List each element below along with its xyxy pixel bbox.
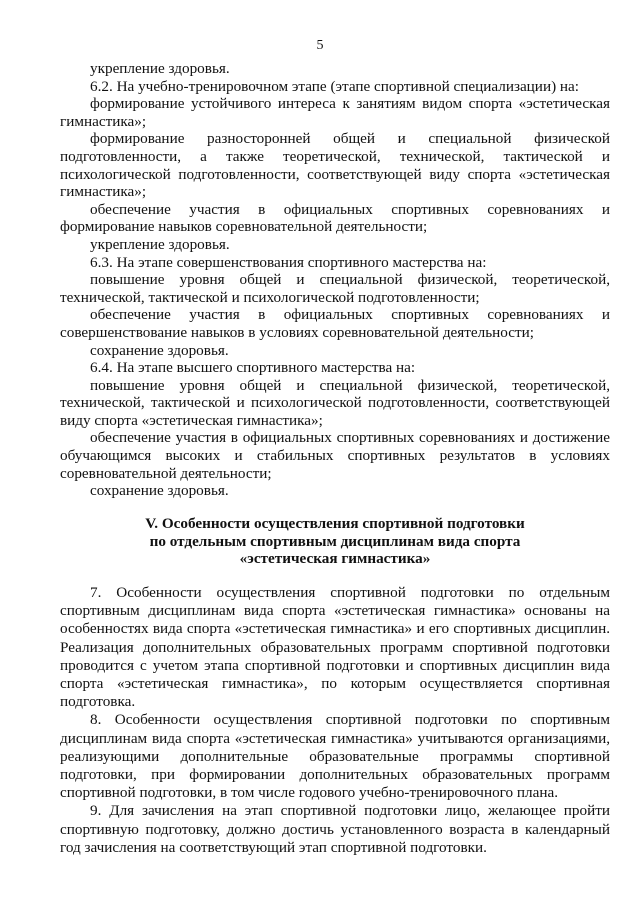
paragraph: 9. Для зачисления на этап спортивной подготовки лицо, желающее пройти спортивную подготовку, должно достичь установленного возраста в календарный год зачисления на соответствующий этап спортивной подготовки. xyxy=(60,802,610,856)
paragraph: 7. Особенности осуществления спортивной подготовки по отдельным спортивным дисциплинам вида спорта «эстетическая гимнастика» основаны на особенностях вида спорта «эстетическая гимнастика» и его спортивных дисциплин. Реализация дополнительных образовательных программ спортивной подготовки проводится с учетом этапа спортивной подготовки и спортивных дисциплин вида спорта «эстетическая гимнастика», по которым осуществляется спортивная подготовка. xyxy=(60,584,610,711)
goals-section xyxy=(60,60,610,500)
paragraph: сохранение здоровья. xyxy=(90,341,229,359)
paragraph: 6.4. На этапе высшего спортивного мастерства на: xyxy=(90,359,416,377)
paragraph: 6.3. На этапе совершенствования спортивного мастерства на: xyxy=(90,253,487,271)
paragraph: 6.2. На учебно-тренировочном этапе (этапе спортивной специализации) на: xyxy=(90,77,580,95)
paragraph: обеспечение участия в официальных спортивных соревнованиях и совершенствование навыков в условиях соревновательной деятельности; xyxy=(60,306,610,341)
paragraph: обеспечение участия в официальных спортивных соревнованиях и формирование навыков соревновательной деятельности; xyxy=(60,200,610,236)
paragraph: повышение уровня общей и специальной физической, теоретической, технической, тактической и психологической подготовленности; xyxy=(60,271,610,306)
paragraph: 8. Особенности осуществления спортивной подготовки по спортивным дисциплинам вида спорта «эстетическая гимнастика» учитываются организациями, реализующими дополнительные образовательные программы спортивной подготовки, при формировании дополнительных образовательных программ спортивной подготовки, в том числе годового учебно-тренировочного плана. xyxy=(60,711,610,802)
section-heading-line: «эстетическая гимнастика» xyxy=(239,550,431,568)
paragraph: формирование разносторонней общей и специальной физической подготовленности, а также теоретической, технической, тактической и психологической подготовленности, соответствующей виду спорта «эстетическая гимнастика»; xyxy=(60,130,610,201)
section-heading-line: по отдельным спортивным дисциплинам вида спорта xyxy=(149,532,521,550)
paragraph: формирование устойчивого интереса к занятиям видом спорта «эстетическая гимнастика»; xyxy=(60,95,610,130)
section-heading-line: V. Особенности осуществления спортивной подготовки xyxy=(145,515,525,532)
page-number: 5 xyxy=(316,38,324,53)
paragraph: укрепление здоровья. xyxy=(90,60,230,77)
paragraph: повышение уровня общей и специальной физической, теоретической, технической, тактической и психологической подготовленности, соответствующей виду спорта «эстетическая гимнастика»; xyxy=(60,376,610,429)
paragraph: сохранение здоровья. xyxy=(90,482,229,500)
paragraph: укрепление здоровья. xyxy=(90,235,230,253)
section-heading xyxy=(60,515,610,568)
features-section xyxy=(60,584,610,857)
paragraph: обеспечение участия в официальных спортивных соревнованиях и достижение обучающимся высоких и стабильных спортивных результатов в условиях соревновательной деятельности; xyxy=(60,429,610,482)
